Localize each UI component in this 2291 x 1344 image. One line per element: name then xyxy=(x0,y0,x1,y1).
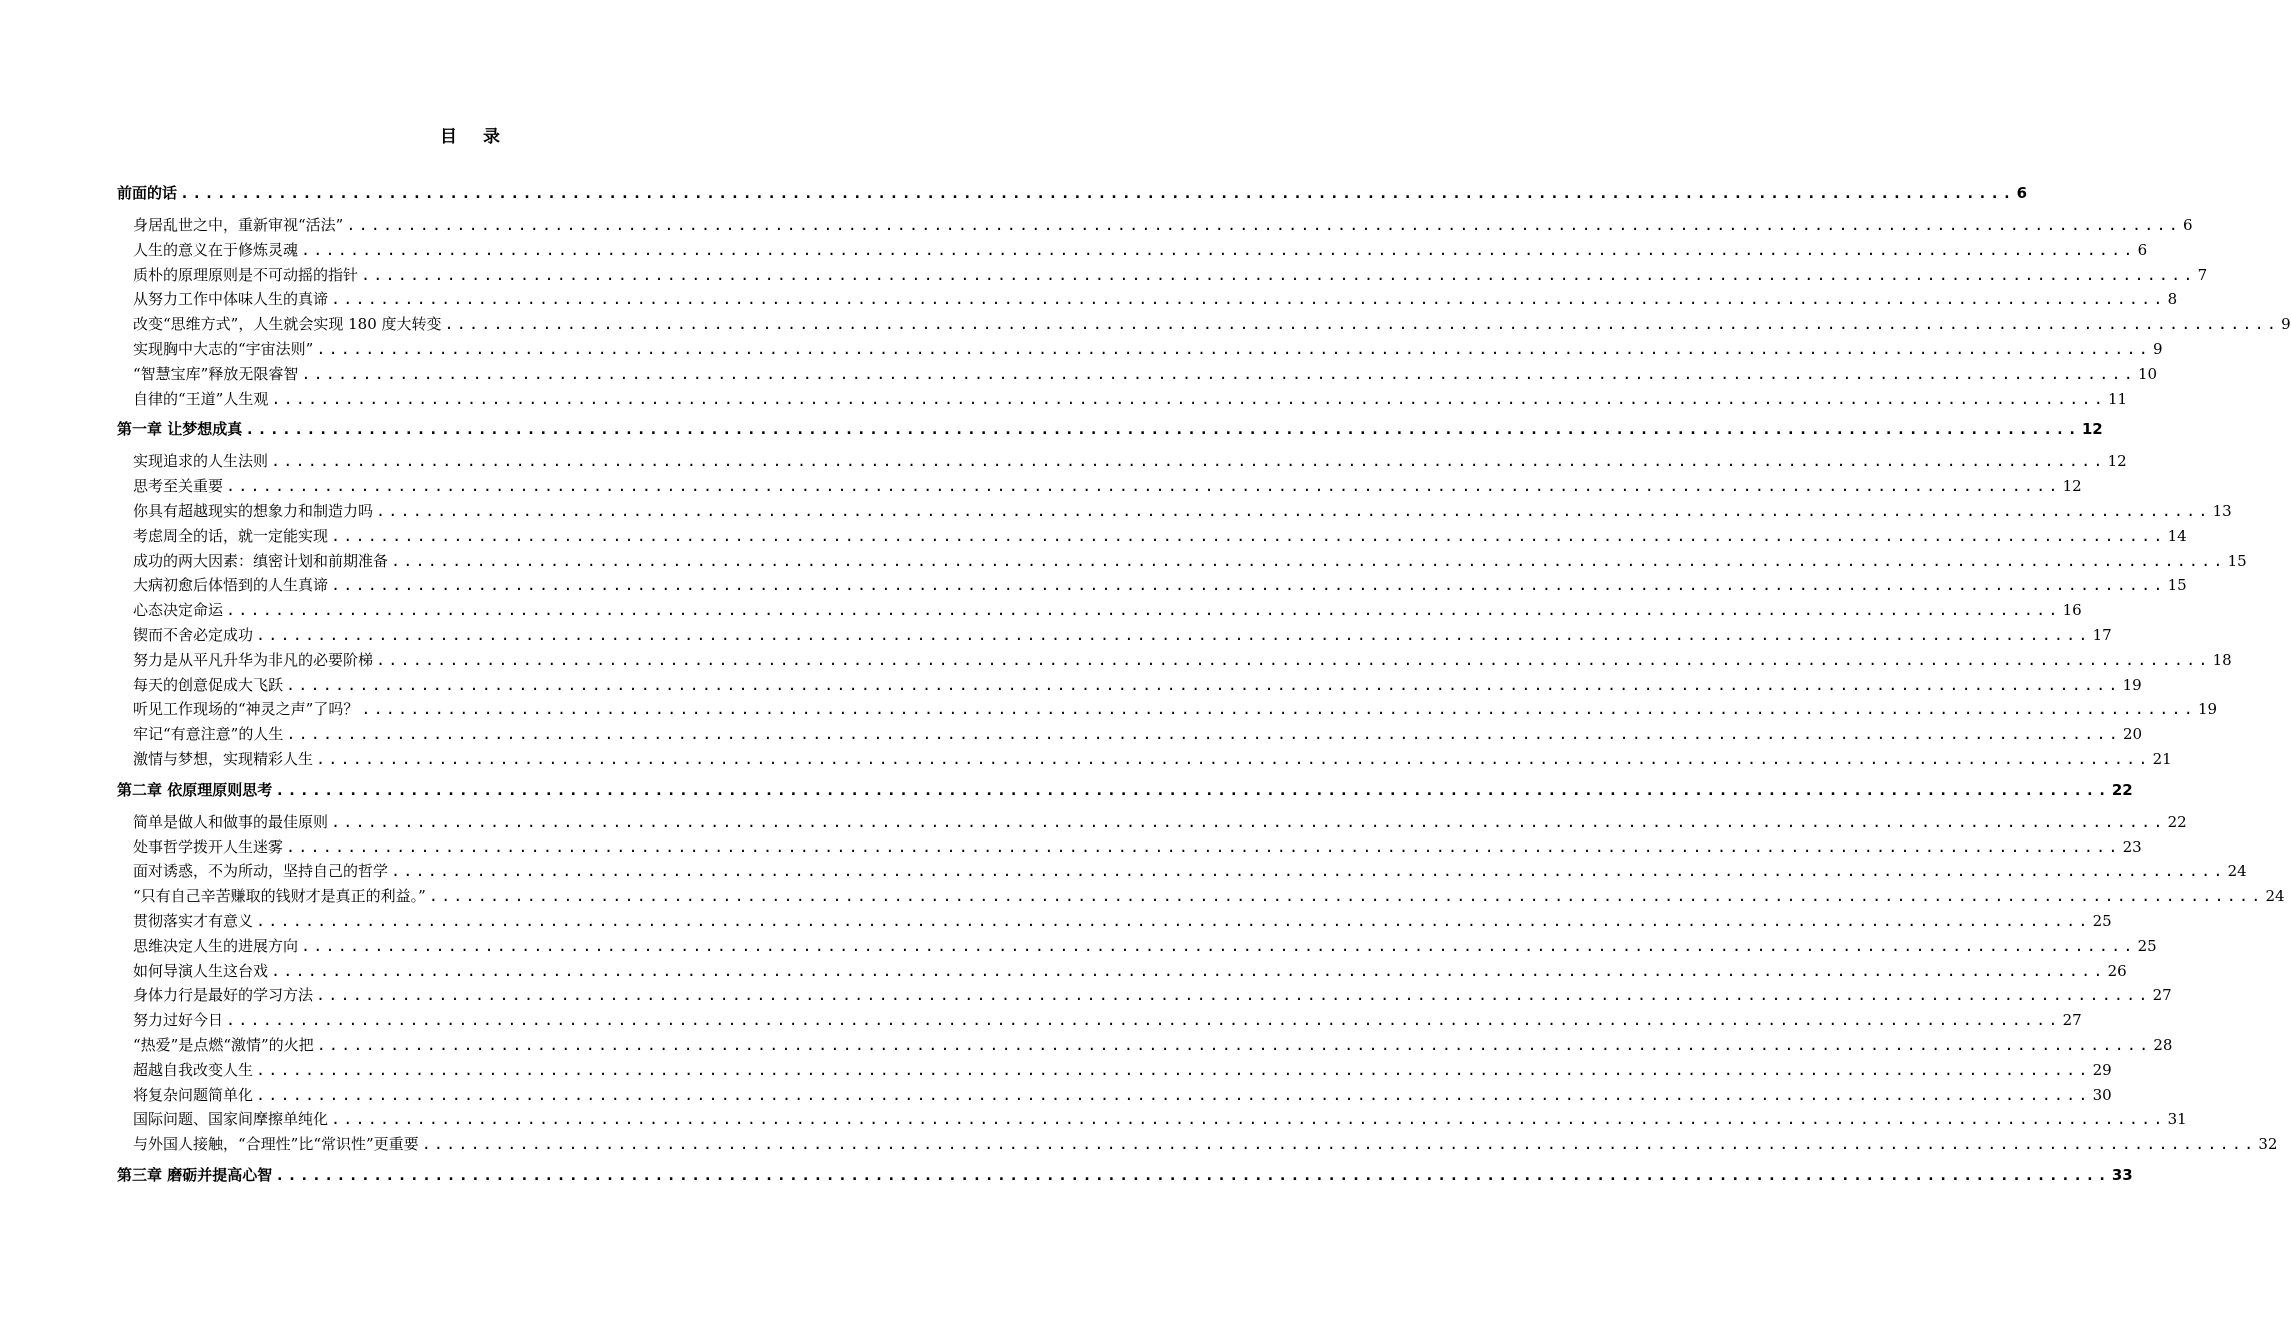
section-title: 实现胸中大志的“宇宙法则” xyxy=(133,339,314,358)
chapter-page-number: 6 xyxy=(2016,184,2028,202)
dot-leader: ...................................................................................................................................................... xyxy=(376,501,2211,520)
dot-leader: ...................................................................................................................................................... xyxy=(361,700,2196,719)
section-title: “热爱”是点燃“激情”的火把 xyxy=(133,1035,314,1054)
toc-chapter-entry[interactable] xyxy=(117,416,2103,443)
dot-leader: ...................................................................................................................................................... xyxy=(301,364,2136,383)
section-title: 心态决定命运 xyxy=(133,601,224,620)
section-title: 国际问题、国家间摩擦单纯化 xyxy=(133,1110,329,1129)
toc-section-entry[interactable] xyxy=(117,362,2158,387)
section-title: 身体力行是最好的学习方法 xyxy=(133,986,314,1005)
section-title: “只有自己辛苦赚取的钱财才是真正的利益。” xyxy=(133,887,426,906)
section-title: 成功的两大因素：缜密计划和前期准备 xyxy=(133,551,389,570)
toc-section-entry[interactable] xyxy=(117,387,2128,412)
toc-section-entry[interactable] xyxy=(117,238,2148,263)
section-page-number: 10 xyxy=(2137,364,2158,383)
section-title: 人生的意义在于修炼灵魂 xyxy=(133,240,299,259)
section-title: 努力过好今日 xyxy=(133,1011,224,1030)
section-title: 简单是做人和做事的最佳原则 xyxy=(133,812,329,831)
section-page-number: 19 xyxy=(2122,675,2142,694)
section-title: 大病初愈后体悟到的人生真谛 xyxy=(133,576,329,595)
dot-leader: ...................................................................................................................................................... xyxy=(271,961,2106,980)
dot-leader: ...................................................................................................................................................... xyxy=(226,1011,2061,1030)
toc-section-entry[interactable] xyxy=(117,287,2178,312)
toc-section-entry[interactable] xyxy=(117,573,2187,598)
dot-leader: ...................................................................................................................................................... xyxy=(391,551,2226,570)
section-title: 听见工作现场的“神灵之声”了吗？ xyxy=(133,700,359,719)
toc-section-entry[interactable] xyxy=(117,673,2142,698)
dot-leader: ...................................................................................................................................................... xyxy=(428,887,2264,906)
toc-section-entry[interactable] xyxy=(117,213,2193,238)
toc-section-entry[interactable] xyxy=(117,747,2172,772)
toc-section-entry[interactable] xyxy=(117,648,2232,673)
toc-section-entry[interactable] xyxy=(117,1132,2278,1157)
section-page-number: 28 xyxy=(2153,1035,2173,1054)
section-title: 从努力工作中体味人生的真谛 xyxy=(133,290,329,309)
section-page-number: 6 xyxy=(2182,216,2193,234)
toc-section-entry[interactable] xyxy=(117,1083,2112,1108)
section-page-number: 12 xyxy=(2062,477,2082,496)
toc-section-entry[interactable] xyxy=(117,263,2208,288)
section-page-number: 14 xyxy=(2167,526,2187,545)
chapter-page-number: 22 xyxy=(2111,780,2133,799)
dot-leader: ...................................................................................................................................................... xyxy=(444,315,2280,334)
section-page-number: 21 xyxy=(2152,749,2172,768)
dot-leader: ...................................................................................................................................................... xyxy=(331,576,2166,595)
dot-leader: ...................................................................................................................................................... xyxy=(361,265,2196,284)
dot-leader: ...................................................................................................................................................... xyxy=(226,477,2061,496)
dot-leader: ...................................................................................................................................................... xyxy=(316,749,2151,768)
table-of-contents xyxy=(117,180,2291,1195)
toc-section-entry[interactable] xyxy=(117,959,2127,984)
section-page-number: 26 xyxy=(2107,961,2127,980)
toc-chapter-entry[interactable] xyxy=(117,180,2028,207)
section-title: “智慧宝库”释放无限睿智 xyxy=(133,364,299,383)
chapter-title: 第二章 依原理原则思考 xyxy=(117,780,273,799)
section-page-number: 9 xyxy=(2152,339,2163,358)
section-page-number: 15 xyxy=(2227,551,2247,570)
section-page-number: 17 xyxy=(2092,625,2112,644)
toc-section-entry[interactable] xyxy=(117,835,2142,860)
toc-section-entry[interactable] xyxy=(117,1107,2187,1132)
section-title: 努力是从平凡升华为非凡的必要阶梯 xyxy=(133,650,374,669)
section-title: 质朴的原理原则是不可动摇的指针 xyxy=(133,265,359,284)
section-page-number: 25 xyxy=(2137,936,2157,955)
section-title: 每天的创意促成大飞跃 xyxy=(133,675,284,694)
toc-section-entry[interactable] xyxy=(117,524,2187,549)
section-page-number: 16 xyxy=(2062,601,2082,620)
toc-section-entry[interactable] xyxy=(117,337,2163,362)
dot-leader: ...................................................................................................................................................... xyxy=(226,601,2061,620)
dot-leader: ...................................................................................................................................................... xyxy=(331,290,2166,309)
dot-leader: ...................................................................................................................................................... xyxy=(256,911,2091,930)
section-page-number: 24 xyxy=(2265,887,2285,906)
dot-leader: ...................................................................................................................................................... xyxy=(331,1110,2166,1129)
section-title: 实现追求的人生法则 xyxy=(133,452,269,471)
dot-leader: ...................................................................................................................................................... xyxy=(421,1135,2257,1154)
chapter-title: 第三章 磨砺并提高心智 xyxy=(117,1165,273,1184)
dot-leader: ...................................................................................................................................................... xyxy=(256,1060,2091,1079)
section-title: 牢记“有意注意”的人生 xyxy=(133,725,284,744)
section-page-number: 18 xyxy=(2212,650,2232,669)
dot-leader: ...................................................................................................................................................... xyxy=(271,452,2106,471)
toc-section-entry[interactable] xyxy=(117,934,2157,959)
toc-section-entry[interactable] xyxy=(117,884,2285,909)
section-page-number: 27 xyxy=(2152,986,2172,1005)
toc-chapter-entry[interactable] xyxy=(117,1162,2133,1189)
section-title: 与外国人接触，“合理性”比“常识性”更重要 xyxy=(133,1135,419,1154)
section-page-number: 9 xyxy=(2281,315,2291,334)
section-page-number: 25 xyxy=(2092,911,2112,930)
toc-section-entry[interactable] xyxy=(117,598,2082,623)
dot-leader: ...................................................................................................................................................... xyxy=(316,1035,2152,1054)
section-title: 自律的“王道”人生观 xyxy=(133,389,269,408)
toc-section-entry[interactable] xyxy=(117,1058,2112,1083)
toc-section-entry[interactable] xyxy=(117,859,2247,884)
dot-leader: ...................................................................................................................................................... xyxy=(275,780,2110,799)
toc-section-entry[interactable] xyxy=(117,983,2172,1008)
chapter-title: 前面的话 xyxy=(117,184,178,202)
section-page-number: 22 xyxy=(2167,812,2187,831)
section-page-number: 31 xyxy=(2167,1110,2187,1129)
dot-leader: ...................................................................................................................................................... xyxy=(256,1085,2091,1104)
section-title: 处事哲学拨开人生迷雾 xyxy=(133,837,284,856)
dot-leader: ...................................................................................................................................................... xyxy=(271,389,2106,408)
section-title: 思维决定人生的进展方向 xyxy=(133,936,299,955)
section-page-number: 30 xyxy=(2092,1085,2112,1104)
section-title: 思考至关重要 xyxy=(133,477,224,496)
dot-leader: ...................................................................................................................................................... xyxy=(286,837,2121,856)
toc-section-entry[interactable] xyxy=(117,697,2218,722)
section-title: 改变“思维方式”，人生就会实现 180 度大转变 xyxy=(133,315,442,334)
dot-leader: ...................................................................................................................................................... xyxy=(286,675,2121,694)
dot-leader: ...................................................................................................................................................... xyxy=(331,812,2166,831)
toc-section-entry[interactable] xyxy=(117,909,2112,934)
dot-leader: ...................................................................................................................................................... xyxy=(256,625,2091,644)
section-page-number: 27 xyxy=(2062,1011,2082,1030)
section-page-number: 8 xyxy=(2167,290,2178,309)
section-title: 超越自我改变人生 xyxy=(133,1060,254,1079)
dot-leader: ...................................................................................................................................................... xyxy=(245,420,2080,439)
section-page-number: 13 xyxy=(2212,501,2232,520)
dot-leader: ...................................................................................................................................................... xyxy=(286,725,2121,744)
chapter-page-number: 33 xyxy=(2111,1165,2133,1184)
chapter-title: 第一章 让梦想成真 xyxy=(117,420,243,439)
section-title: 考虑周全的话，就一定能实现 xyxy=(133,526,329,545)
toc-section-entry[interactable] xyxy=(117,499,2232,524)
section-page-number: 19 xyxy=(2197,700,2218,719)
section-page-number: 24 xyxy=(2227,862,2247,881)
section-title: 锲而不舍必定成功 xyxy=(133,625,254,644)
section-page-number: 29 xyxy=(2092,1060,2112,1079)
toc-section-entry[interactable] xyxy=(117,1033,2173,1058)
dot-leader: ...................................................................................................................................................... xyxy=(391,862,2226,881)
toc-section-entry[interactable] xyxy=(117,810,2187,835)
dot-leader: ...................................................................................................................................................... xyxy=(376,650,2211,669)
section-title: 将复杂问题简单化 xyxy=(133,1085,254,1104)
dot-leader: ...................................................................................................................................................... xyxy=(316,986,2151,1005)
section-page-number: 23 xyxy=(2122,837,2142,856)
dot-leader: ...................................................................................................................................................... xyxy=(331,526,2166,545)
dot-leader: ...................................................................................................................................................... xyxy=(301,936,2136,955)
toc-section-entry[interactable] xyxy=(117,474,2082,499)
section-page-number: 12 xyxy=(2107,452,2127,471)
section-title: 面对诱惑，不为所动，坚持自己的哲学 xyxy=(133,862,389,881)
section-title: 你具有超越现实的想象力和制造力吗 xyxy=(133,501,374,520)
toc-title: 目 录 xyxy=(440,127,510,147)
section-page-number: 7 xyxy=(2197,265,2208,284)
section-title: 如何导演人生这台戏 xyxy=(133,961,269,980)
chapter-page-number: 12 xyxy=(2081,420,2103,439)
dot-leader: ...................................................................................................................................................... xyxy=(180,184,2015,202)
section-title: 激情与梦想，实现精彩人生 xyxy=(133,749,314,768)
toc-section-entry[interactable] xyxy=(117,722,2143,747)
section-page-number: 20 xyxy=(2122,725,2143,744)
dot-leader: ...................................................................................................................................................... xyxy=(301,240,2136,259)
toc-section-entry[interactable] xyxy=(117,449,2127,474)
toc-section-entry[interactable] xyxy=(117,623,2112,648)
dot-leader: ...................................................................................................................................................... xyxy=(275,1165,2110,1184)
toc-chapter-entry[interactable] xyxy=(117,777,2133,804)
section-page-number: 32 xyxy=(2258,1135,2278,1154)
toc-section-entry[interactable] xyxy=(117,312,2291,337)
section-page-number: 11 xyxy=(2107,389,2128,408)
section-title: 贯彻落实才有意义 xyxy=(133,911,254,930)
section-title: 身居乱世之中，重新审视“活法” xyxy=(133,216,344,234)
section-page-number: 15 xyxy=(2167,576,2187,595)
toc-section-entry[interactable] xyxy=(117,1008,2082,1033)
dot-leader: ...................................................................................................................................................... xyxy=(346,216,2181,234)
toc-section-entry[interactable] xyxy=(117,549,2247,574)
section-page-number: 6 xyxy=(2137,240,2148,259)
dot-leader: ...................................................................................................................................................... xyxy=(316,339,2151,358)
